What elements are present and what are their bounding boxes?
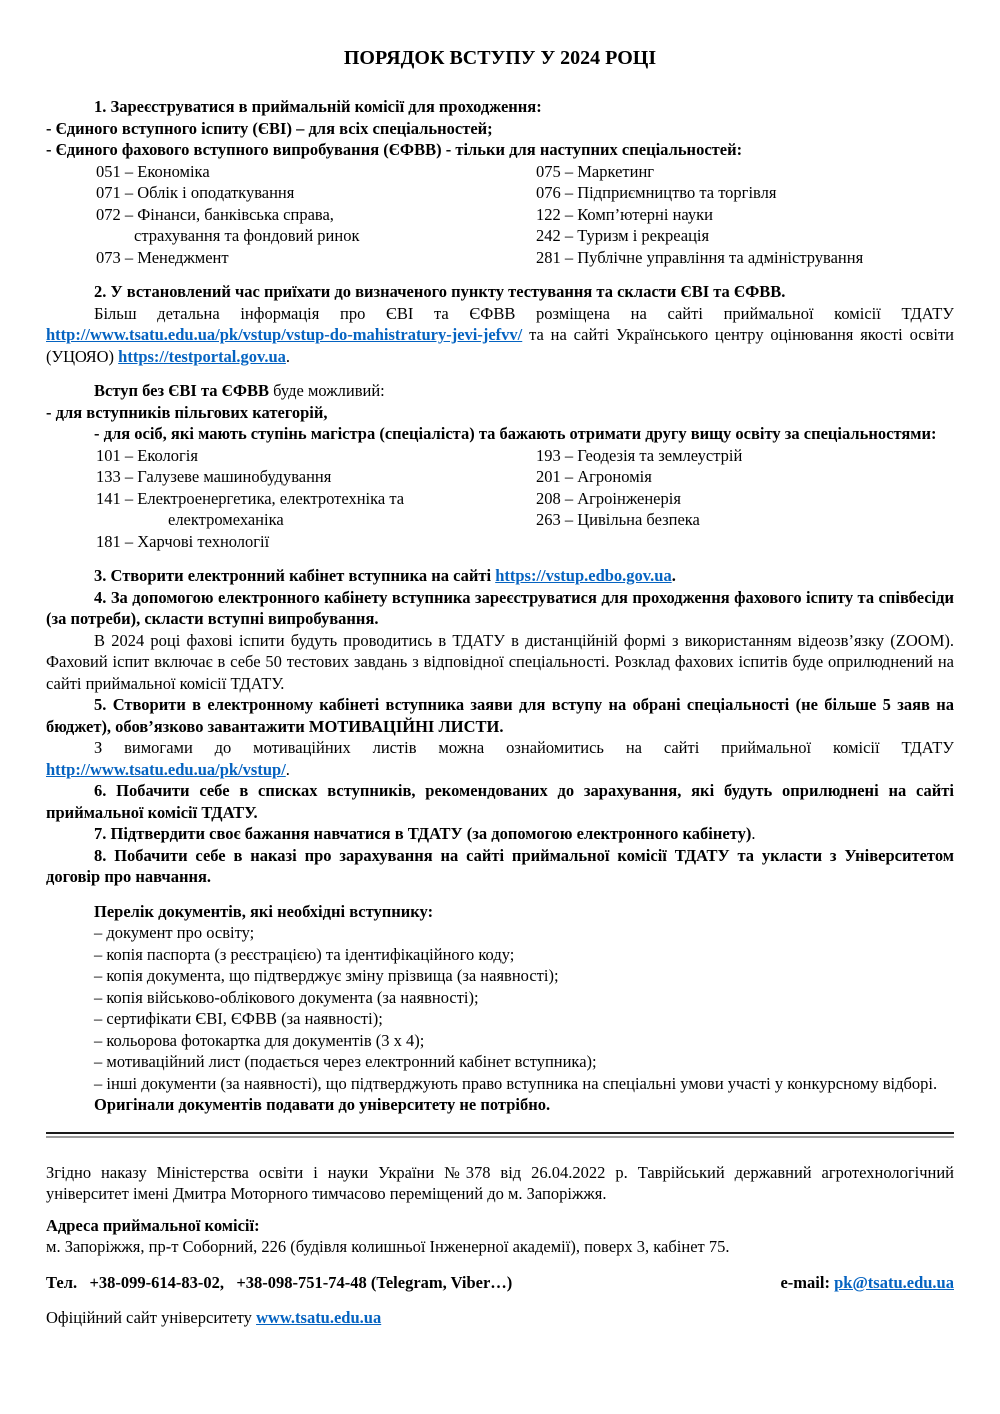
- specialty-item: 133 – Галузеве машинобудування: [96, 467, 332, 486]
- document-item: – мотиваційний лист (подається через електронний кабінет вступника);: [94, 1052, 597, 1071]
- document-item: – сертифікати ЄВІ, ЄФВВ (за наявності);: [94, 1009, 383, 1028]
- step-4-paragraph: В 2024 році фахові іспити будуть проводитись в ТДАТУ в дистанційній формі з використанням відеозв’язку (ZOOM). Фаховий іспит включає в себе 50 тестових завдань з відповідної спеціальності. Розклад фахових іспитів буде оприлюднений на сайті приймальної комісії ТДАТУ.: [46, 630, 954, 693]
- email-link[interactable]: pk@tsatu.edu.ua: [834, 1272, 954, 1292]
- specialty-item: 201 – Агрономія: [536, 467, 652, 486]
- step-6-heading: 6. Побачити себе в списках вступників, рекомендованих до зарахування, які будуть оприлюднені на сайті приймальної комісії ТДАТУ.: [46, 781, 954, 822]
- phone-label: Тел.: [46, 1272, 78, 1292]
- step-2-text-1: Більш детальна інформація про ЄВІ та ЄФВВ розміщена на сайті приймальної комісії ТДАТУ: [94, 303, 954, 323]
- site-label: Офіційний сайт університету: [46, 1308, 257, 1327]
- admission-address: м. Запоріжжя, пр-т Соборний, 226 (будівля колишньої Інженерної академії), поверх 3, кабінет 75.: [46, 1237, 730, 1256]
- step-2-paragraph: [46, 303, 954, 368]
- specialties-list-no-exam: [96, 445, 954, 553]
- specialty-item: 075 – Маркетинг: [536, 161, 655, 181]
- step-7-tail: .: [751, 824, 756, 843]
- no-exam-bold: Вступ без ЄВІ та ЄФВВ: [94, 381, 270, 400]
- step-2-heading: 2. У встановлений час приїхати до визначеного пункту тестування та скласти ЄВІ та ЄФВВ.: [94, 282, 786, 301]
- step-1-heading: 1. Зареєструватися в приймальній комісії для проходження:: [94, 97, 542, 116]
- document-item: – кольорова фотокартка для документів (3 х 4);: [94, 1030, 425, 1050]
- documents-note: Оригінали документів подавати до університету не потрібно.: [94, 1095, 551, 1114]
- email-label: e-mail:: [780, 1272, 835, 1292]
- email-block: [780, 1272, 954, 1294]
- specialties-list-efvv: [96, 161, 954, 269]
- specialty-item: 072 – Фінанси, банківська справа,: [96, 204, 334, 224]
- specialty-item: 071 – Облік і оподаткування: [96, 183, 295, 202]
- page-title: ПОРЯДОК ВСТУПУ У 2024 РОЦІ: [343, 47, 657, 69]
- step-3-text: 3. Створити електронний кабінет вступника на сайті: [94, 566, 496, 585]
- documents-heading: Перелік документів, які необхідні вступнику:: [94, 901, 434, 921]
- specialty-item: 051 – Економіка: [96, 161, 210, 181]
- step-8-heading: 8. Побачити себе в наказі про зарахування на сайті приймальної комісії ТДАТУ та укласти з Університетом договір про навчання.: [46, 845, 954, 886]
- step-1-efvv-line: - Єдиного фахового вступного випробування (ЄФВВ) - тільки для наступних спеціальностей:: [46, 140, 743, 159]
- specialty-item: 076 – Підприємництво та торгівля: [536, 183, 777, 202]
- specialty-item: 281 – Публічне управління та адміністрування: [536, 247, 864, 267]
- step-7-text: 7. Підтвердити своє бажання навчатися в ТДАТУ (за допомогою електронного кабінету): [94, 824, 752, 843]
- specialty-item: 101 – Екологія: [96, 445, 198, 465]
- specialty-item: 141 – Електроенергетика, електротехніка та: [96, 488, 405, 508]
- step-1-evi-line: - Єдиного вступного іспиту (ЄВІ) – для всіх спеціальностей;: [46, 118, 493, 138]
- specialty-item: 181 – Харчові технології: [96, 531, 270, 551]
- no-exam-category-1: - для вступників пільгових категорій,: [46, 402, 328, 422]
- specialty-item: 242 – Туризм і рекреація: [536, 226, 710, 245]
- no-exam-rest: буде можливий:: [269, 381, 385, 400]
- site-row: [46, 1307, 954, 1329]
- specialty-item: 208 – Агроінженерія: [536, 488, 681, 508]
- specialty-item: 122 – Комп’ютерні науки: [536, 204, 713, 224]
- step-5-heading: 5. Створити в електронному кабінеті вступника заяви для вступу на обрані спеціальності (не більше 5 заяв на бюджет), обов’язково завантажити МОТИВАЦІЙНІ ЛИСТИ.: [46, 695, 954, 736]
- relocation-notice: Згідно наказу Міністерства освіти і науки України №378 від 26.04.2022 р. Таврійський державний агротехнологічний університет імені Дмитра Моторного тимчасово переміщений до м. Запоріжжя.: [46, 1162, 954, 1203]
- phone-numbers: [77, 1272, 89, 1294]
- contact-row: [46, 1272, 954, 1294]
- step-7-heading: [46, 823, 954, 845]
- document-item: – інші документи (за наявності), що підтверджують право вступника на спеціальні умови участі у конкурсному відборі.: [94, 1073, 938, 1093]
- document-item: – копія документа, що підтверджує зміну прізвища (за наявності);: [94, 966, 559, 985]
- specialty-item: 263 – Цивільна безпека: [536, 510, 700, 529]
- document-item: – копія військово-облікового документа (за наявності);: [94, 987, 479, 1007]
- specialty-item: 073 – Менеджмент: [96, 247, 229, 267]
- specialty-item: 193 – Геодезія та землеустрій: [536, 445, 743, 465]
- document-item: – копія паспорта (з реєстрацією) та ідентифікаційного коду;: [94, 944, 515, 964]
- link-testportal[interactable]: https://testportal.gov.ua: [118, 346, 286, 366]
- specialty-item-wrap: електромеханіка: [168, 510, 284, 529]
- no-exam-category-2: - для осіб, які мають ступінь магістра (спеціаліста) та бажають отримати другу вищу освіту за спеціальностями:: [94, 424, 937, 443]
- admission-address-label: Адреса приймальної комісії:: [46, 1215, 260, 1235]
- step-3-heading: [46, 565, 954, 587]
- link-vstup-mahistratura[interactable]: http://www.tsatu.edu.ua/pk/vstup/vstup-do-mahistratury-jevi-jefvv/: [46, 325, 523, 344]
- step-5-paragraph: [46, 737, 954, 780]
- step-2-text-2: та на сайті Українського центру оцінювання якості освіти (УЦОЯО): [46, 325, 954, 366]
- specialty-item-wrap: страхування та фондовий ринок: [134, 226, 360, 245]
- phone-numbers-value: +38-099-614-83-02, +38-098-751-74-48 (Telegram, Viber…): [89, 1272, 513, 1292]
- step-5-text-2: .: [285, 759, 290, 779]
- step-4-heading: 4. За допомогою електронного кабінету вступника зареєструватися для проходження фахового іспиту та співбесіди (за потреби), скласти вступні випробування.: [46, 587, 954, 628]
- specialty-item: [536, 531, 954, 553]
- step-5-text-1: З вимогами до мотиваційних листів можна ознайомитись на сайті приймальної комісії ТДАТУ: [94, 738, 954, 757]
- section-divider: [46, 1132, 954, 1138]
- document-item: – документ про освіту;: [94, 923, 255, 942]
- step-3-tail: .: [671, 566, 676, 585]
- step-2-text-3: .: [285, 346, 291, 366]
- site-link[interactable]: www.tsatu.edu.ua: [256, 1308, 382, 1327]
- link-edbo[interactable]: https://vstup.edbo.gov.ua: [495, 566, 672, 585]
- link-tsatu-vstup[interactable]: http://www.tsatu.edu.ua/pk/vstup/: [46, 759, 286, 779]
- no-exam-intro: [46, 380, 954, 402]
